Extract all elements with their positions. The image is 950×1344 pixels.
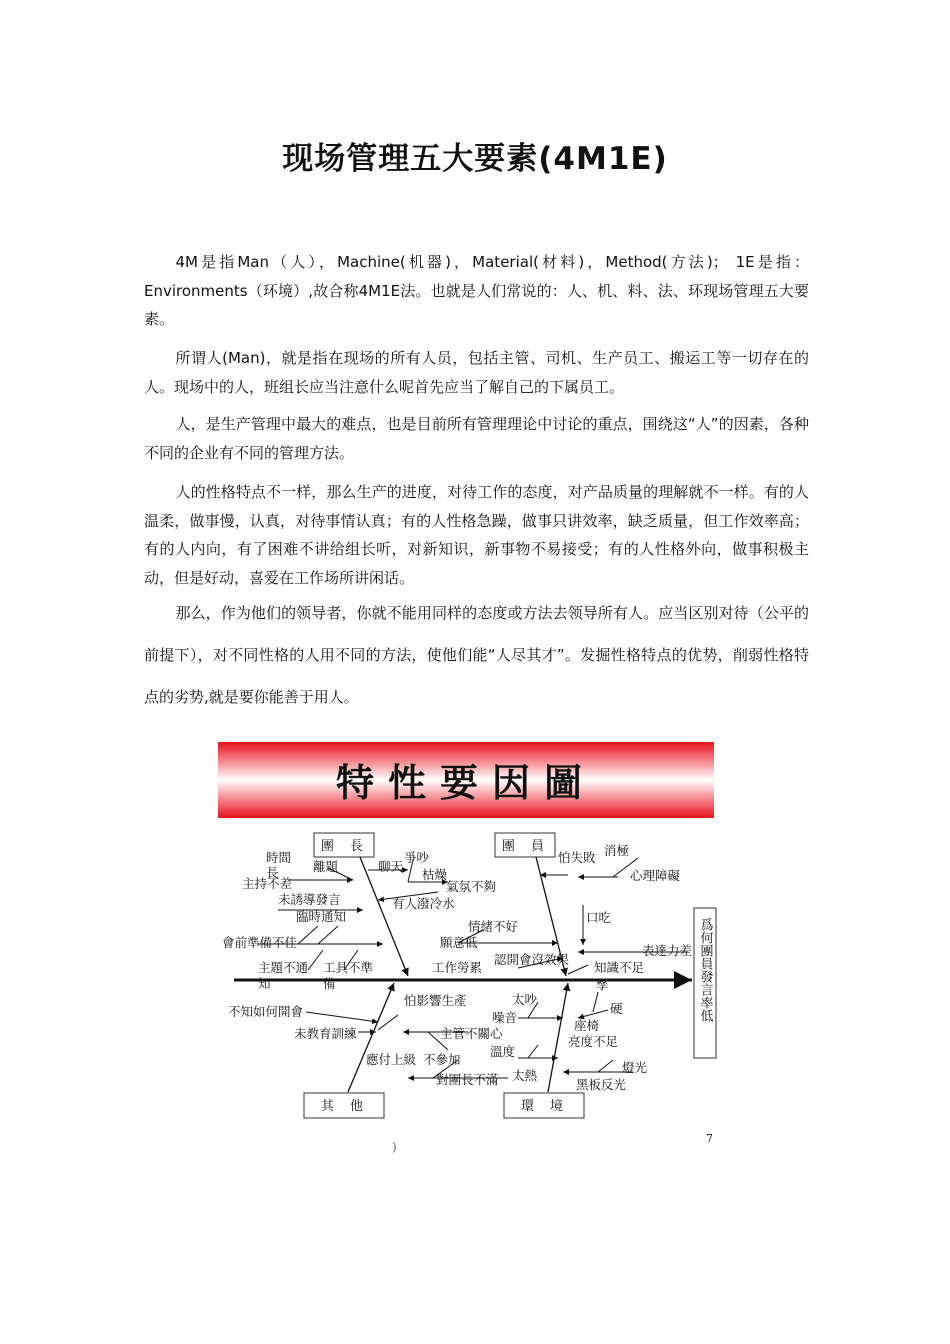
label-dont-know-meeting: 不知如何開會 [228, 1004, 304, 1019]
category-member: 團 員 [501, 839, 551, 854]
label-seat: 座椅 [574, 1018, 600, 1033]
page-number: 7 [706, 1132, 713, 1145]
paragraph-man: 所谓人(Man)，就是指在现场的所有人员，包括主管、司机、生产员工、搬运工等一切存在的人。现场中的人，班组长应当注意什么呢首先应当了解自己的下属员工。 [144, 349, 809, 396]
paragraph-personality: 人的性格特点不一样，那么生产的进度，对待工作的态度，对产品质量的理解就不一样。有的人温柔，做事慢，认真，对待事情认真；有的人性格急躁，做事只讲效率，缺乏质量，但工作效率高；有的人内向，有了困难不讲给组长听，对新知识，新事物不易接受；有的人性格外向，做事积极主动，但是好动，喜爱在工作场所讲闲话。 [144, 483, 809, 587]
label-poor-prep: 會前準備不佳 [222, 935, 298, 950]
label-too-hot: 太熱 [512, 1068, 538, 1083]
category-leader: 團 長 [320, 839, 370, 854]
label-lighting: 燈光 [622, 1060, 648, 1075]
page-title: 现场管理五大要素(4M1E) [282, 141, 668, 177]
effect-label: 爲何團員發言率低 [697, 918, 713, 1022]
label-boring: 枯燥 [422, 867, 448, 882]
label-off-topic: 離題 [313, 859, 339, 874]
label-noisy: 太吵 [512, 992, 538, 1007]
paragraph-intro: 4M是指Man（人），Machine(机器)，Material(材料)，Method(方法)； 1E是指：Environments（环境）,故合称4M1E法。也就是人们常说的：人、机、料、法、环现场管理五大要素。 [144, 253, 809, 328]
label-affect-production: 怕影響生產 [404, 993, 467, 1008]
label-short-notice: 臨時通知 [296, 909, 347, 924]
fishbone-diagram [218, 740, 718, 1120]
stray-mark: ) [392, 1140, 397, 1154]
label-chat: 聊天 [378, 859, 404, 874]
banner-title: 特性要因圖 [335, 760, 597, 805]
label-psych-barrier: 心理障礙 [630, 868, 681, 883]
category-environment: 環 境 [520, 1099, 570, 1114]
label-meeting-useless: 認開會沒效果 [494, 952, 570, 967]
label-quarrel: 爭吵 [404, 850, 430, 865]
label-cold-water: 有人潑冷水 [392, 896, 455, 911]
label-bad-mood: 情緒不好 [468, 919, 519, 934]
label-unwilling: 願意低 [440, 935, 478, 950]
label-superior: 應付上級 [366, 1052, 417, 1067]
label-notice: 知 [258, 976, 271, 991]
category-other: 其 他 [320, 1099, 370, 1114]
label-topic-unclear: 主題不通 [258, 960, 309, 975]
label-mark: 孳 [596, 977, 609, 992]
label-absent: 不參加 [423, 1052, 461, 1067]
label-poor-expression: 表達力差 [642, 943, 693, 958]
label-long: 長 [266, 865, 279, 880]
label-no-training: 未教育訓練 [294, 1026, 357, 1041]
label-prepared: 備 [323, 976, 336, 991]
label-dislike-leader: 對團長不滿 [436, 1072, 499, 1087]
paragraph-difficulty: 人，是生产管理中最大的难点，也是目前所有管理理论中讨论的重点，围绕这“人”的因素，各种不同的企业有不同的管理方法。 [144, 415, 809, 462]
label-stutter: 口吃 [586, 910, 612, 925]
label-tools: 工具不準 [323, 960, 374, 975]
label-noise: 噪音 [492, 1010, 518, 1025]
label-hard: 硬 [610, 1001, 623, 1016]
label-temperature: 溫度 [490, 1044, 516, 1059]
label-negative: 消極 [604, 843, 630, 858]
label-host-poor: 主持不差 [242, 876, 293, 891]
label-glare: 黑板反光 [576, 1077, 627, 1092]
label-supervisor: 主管不關心 [440, 1026, 503, 1041]
label-time: 時間 [266, 850, 292, 865]
paragraph-leadership: 那么，作为他们的领导者，你就不能用同样的态度或方法去领导所有人。应当区别对待（公平的前提下），对不同性格的人用不同的方法，使他们能“人尽其才”。发掘性格特点的优势，削弱性格特点的劣势,就是要你能善于用人。 [144, 604, 809, 706]
label-no-guidance: 未誘導發言 [278, 892, 341, 907]
label-lack-knowledge: 知識不足 [594, 960, 645, 975]
label-tired: 工作勞累 [432, 960, 483, 975]
label-dim: 亮度不足 [568, 1034, 619, 1049]
label-fear-failure: 怕失敗 [558, 850, 596, 865]
label-atmosphere: 氣氛不夠 [446, 879, 497, 894]
